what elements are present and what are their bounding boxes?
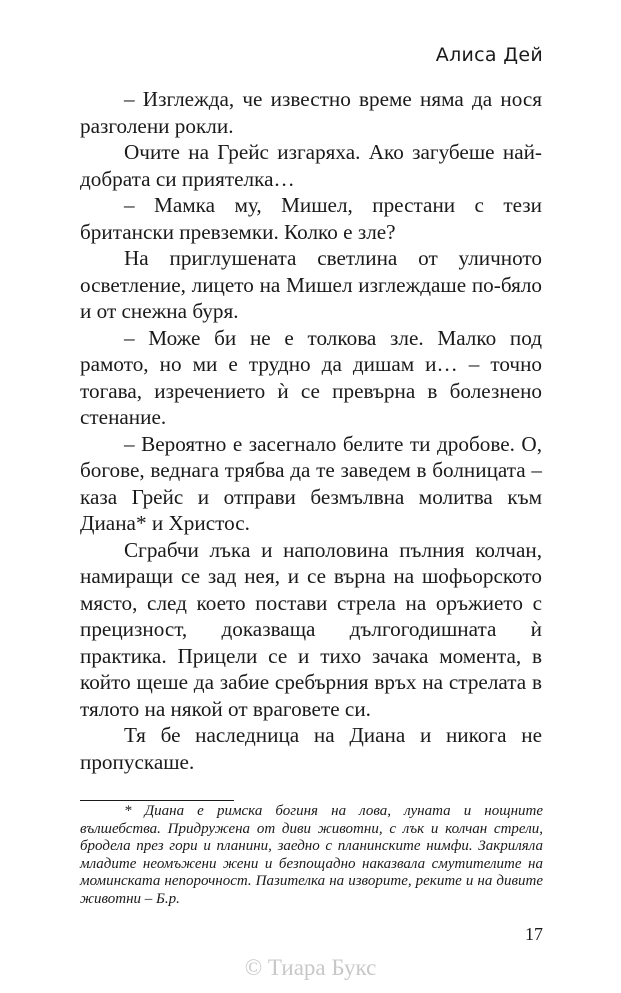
paragraph: Сграбчи лъка и наполовина пълния колчан, намиращи се зад нея, и се върна на шофьорското място, след което постави стрела на оръжието с прецизност, доказваща дългогодишната ѝ практика. Прицели се и тихо зачака момента, в който щеше да забие сребърния връх на стрелата в тялото на някой от враговете си. [80,537,542,721]
paragraph: – Мамка му, Мишел, престани с тези британски превземки. Колко е зле? [80,193,542,244]
paragraph: Очите на Грейс изгаряха. Ако загубеше най-добрата си приятелка… [80,140,542,191]
paragraph: На приглушената светлина от уличното осветление, лицето на Мишел изглеждаше по-бяло и от снежна буря. [80,246,542,323]
main-text [80,86,542,775]
paragraph: – Изглежда, че известно време няма да нося разголени рокли. [80,87,542,138]
footnote [80,803,543,908]
publisher-watermark: © Тиара Букс [244,955,377,980]
page-number: 17 [525,924,543,944]
paragraph: Тя бе наследница на Диана и никога не пропускаше. [80,723,542,774]
running-header-author: Алиса Дей [435,44,543,66]
footnote-divider [80,800,234,801]
paragraph: – Може би не е толкова зле. Малко под рамото, но ми е трудно да дишам и… – точно тогава, изречението ѝ се превърна в болезнено стенание. [80,325,542,429]
footnote-text: * Диана е римска богиня на лова, луната и нощните вълшебства. Придружена от диви животни, с лък и колчан стрели, бродела през гори и планини, заедно с планинските нимфи. Закриляла младите неомъжени жени и безпощадно наказвала смутителите на моминската непорочност. Пазителка на изворите, реките и на дивите животни – Б.р. [80,803,543,907]
paragraph: – Вероятно е засегнало белите ти дробове. О, богове, веднага трябва да те заведем в болницата – каза Грейс и отправи безмълвна молитва към Диана* и Христос. [80,431,542,535]
